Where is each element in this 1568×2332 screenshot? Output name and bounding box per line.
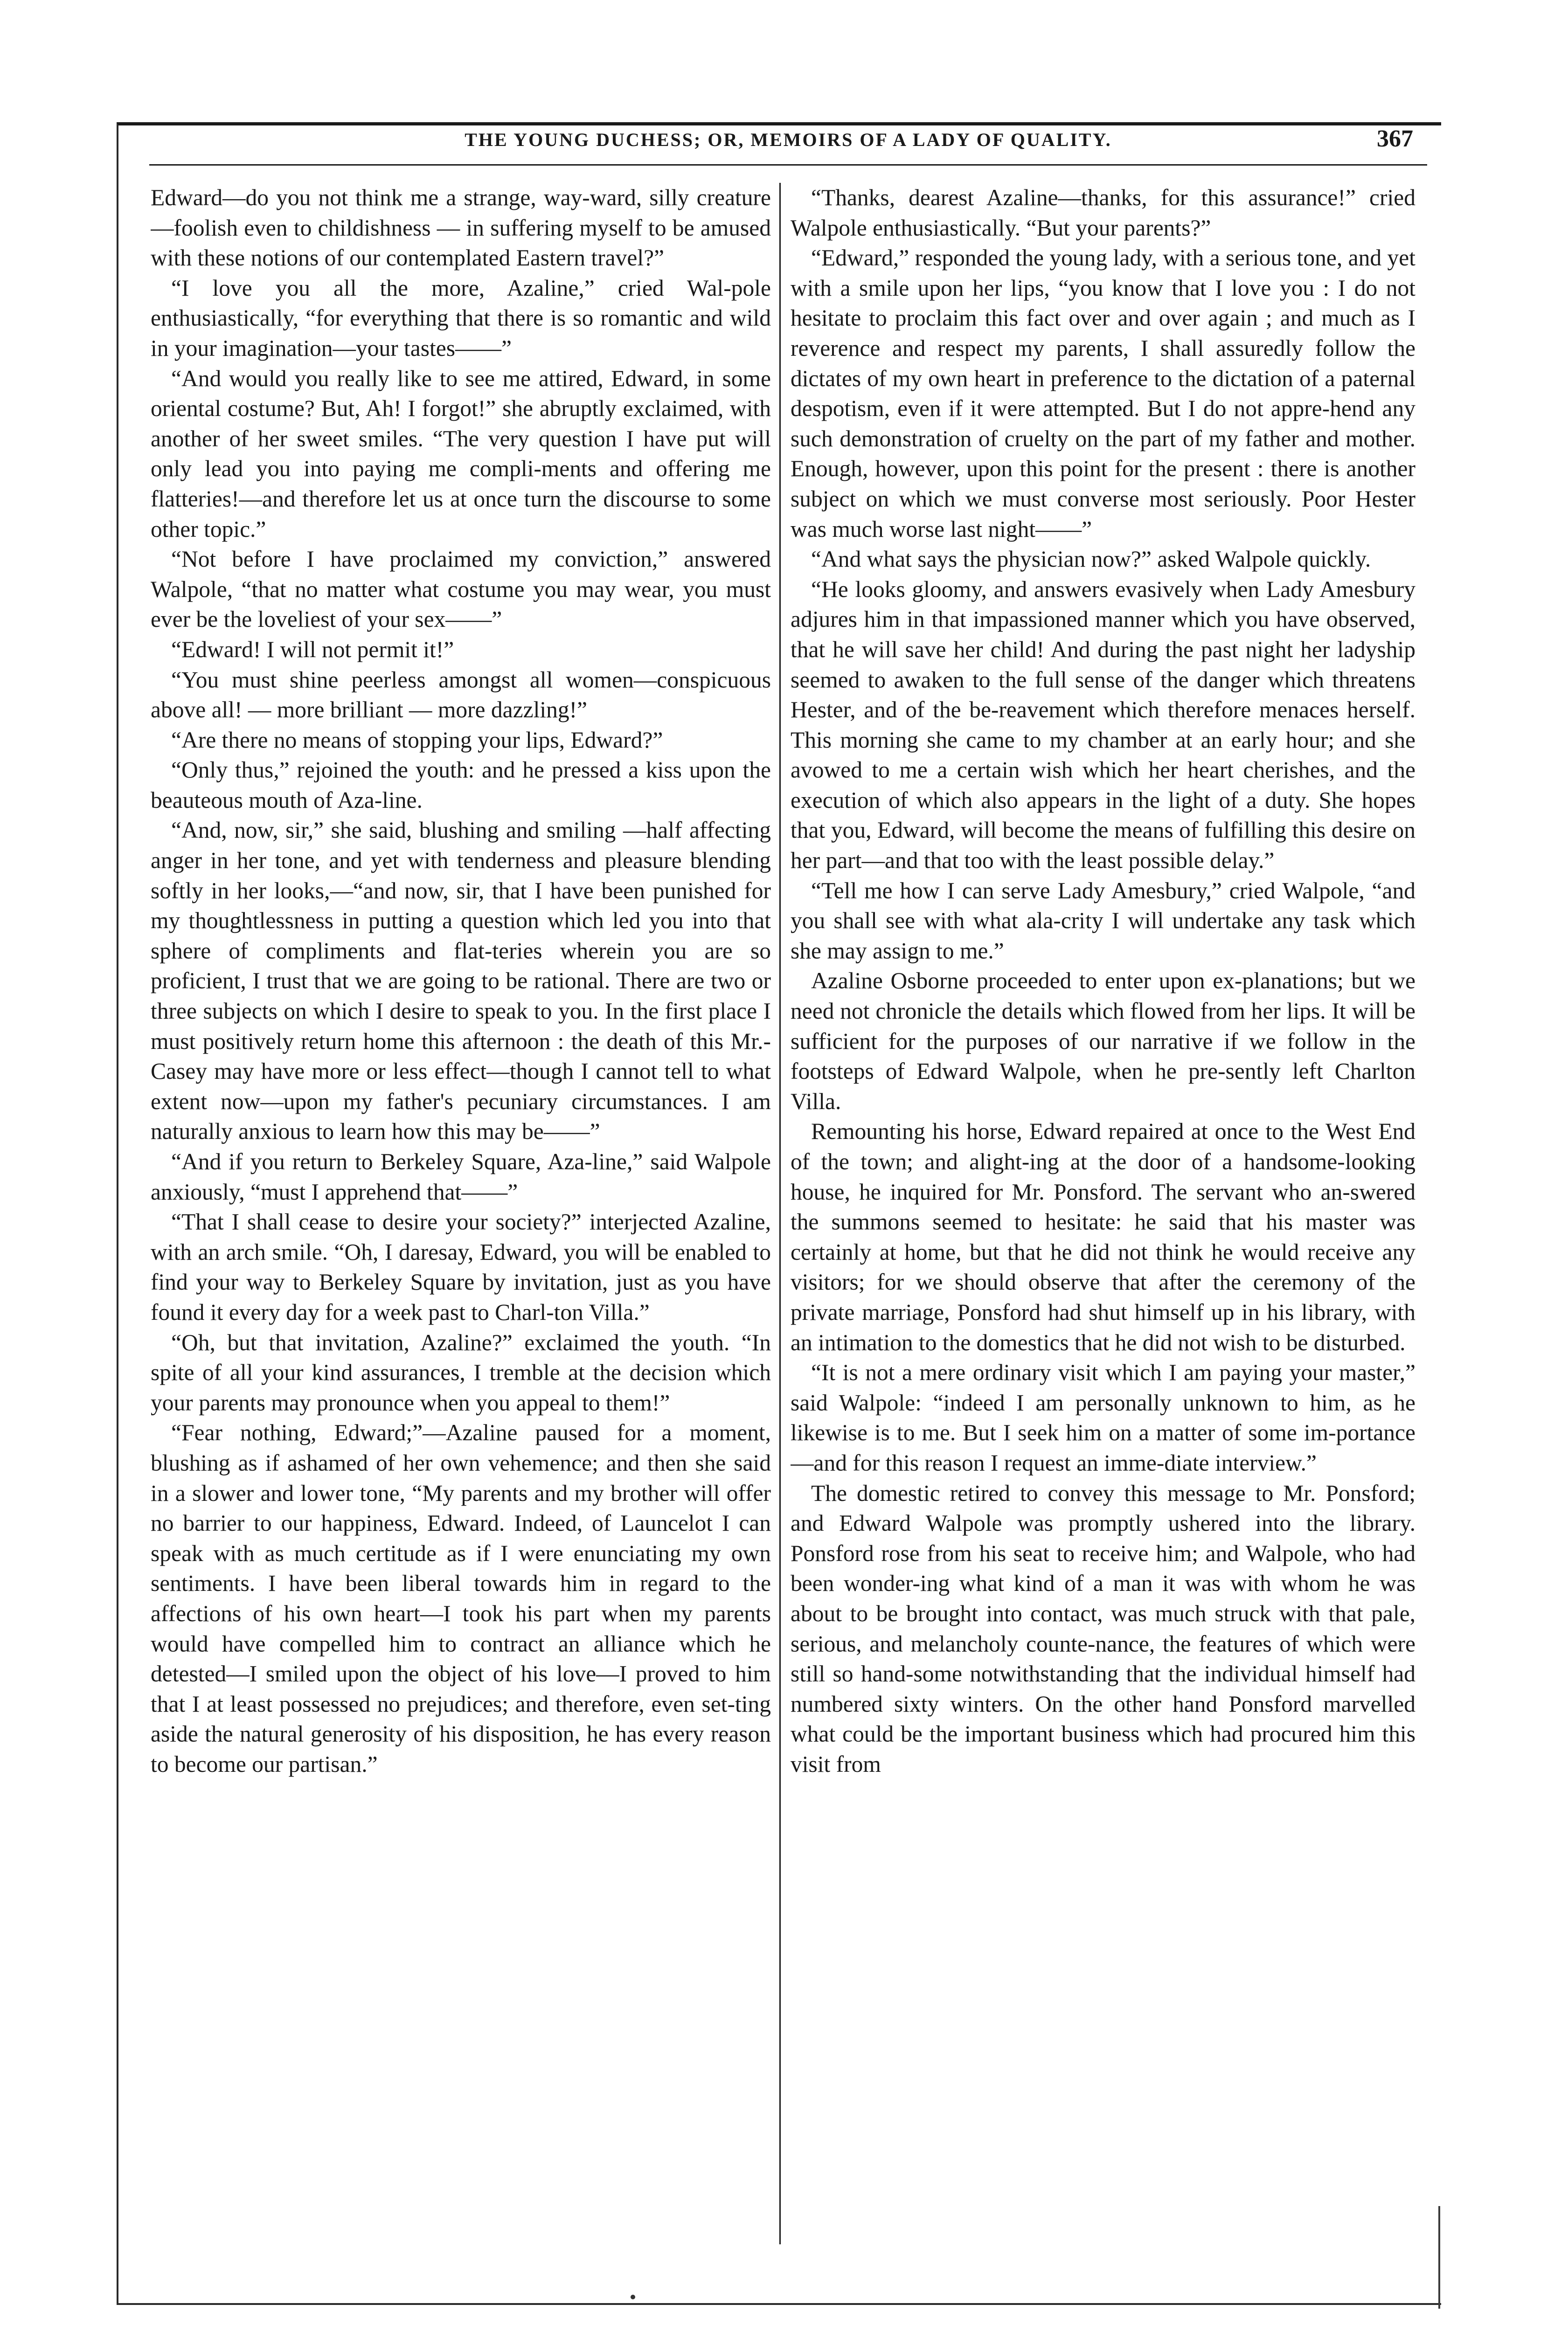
page-header: [154, 125, 1422, 162]
margin-mark: [1438, 2206, 1440, 2309]
paragraph: “It is not a mere ordinary visit which I am paying your master,” said Walpole: “indeed I am personally unknown to him, as he likewise is to me. But I seek him on a matter of some im-portance—and for this reason I request an imme-diate interview.”: [791, 1360, 1415, 1476]
paragraph: “Only thus,” rejoined the youth: and he pressed a kiss upon the beauteous mouth of Aza-line.: [151, 757, 771, 813]
page-number: 367: [1377, 125, 1413, 152]
paragraph: “And if you return to Berkeley Square, Aza-line,” said Walpole anxiously, “must I apprehend that——”: [151, 1149, 771, 1205]
paragraph: “Are there no means of stopping your lips, Edward?”: [171, 727, 663, 753]
paragraph: “And, now, sir,” she said, blushing and smiling —half affecting anger in her tone, and yet with tenderness and pleasure blending softly in her looks,—“and now, sir, that I have been punished for my thoughtlessness in putting a question which led you into that sphere of compliments and flat-teries wherein you are so proficient, I trust that we are going to be rational. There are two or three subjects on which I desire to speak to you. In the first place I must positively return home this afternoon : the death of this Mr.-Casey may have more or less effect—though I cannot tell to what extent now—upon my father's pecuniary circumstances. I am naturally anxious to learn how this may be——”: [151, 817, 771, 1145]
paragraph: “And what says the physician now?” asked Walpole quickly.: [811, 546, 1371, 572]
paragraph: “Tell me how I can serve Lady Amesbury,” cried Walpole, “and you shall see with what ala-crity I will undertake any task which she may assign to me.”: [791, 877, 1415, 964]
paragraph: The domestic retired to convey this message to Mr. Ponsford; and Edward Walpole was promptly ushered into the library. Ponsford rose from his seat to receive him; and Walpole, who had been wonder-ing what kind of a man it was with whom he was about to be brought into contact, was much struck with that pale, serious, and melancholy counte-nance, the features of which were still so hand-some notwithstanding that the individual himself had numbered sixty winters. On the other hand Ponsford marvelled what could be the important business which had procured him this visit from: [791, 1480, 1415, 1777]
paragraph: “Oh, but that invitation, Azaline?” exclaimed the youth. “In spite of all your kind assurances, I tremble at the decision which your parents may pronounce when you appeal to them!”: [151, 1329, 771, 1416]
paragraph: “Not before I have proclaimed my conviction,” answered Walpole, “that no matter what costume you may wear, you must ever be the loveliest of your sex——”: [151, 546, 771, 632]
paragraph: “And would you really like to see me attired, Edward, in some oriental costume? But, Ah! I forgot!” she abruptly exclaimed, with another of her sweet smiles. “The very question I have put will only lead you into paying me compli-ments and offering me flatteries!—and therefore let us at once turn the discourse to some other topic.”: [151, 365, 771, 542]
right-column: [791, 183, 1415, 2244]
paragraph: “You must shine peerless amongst all women—conspicuous above all! — more brilliant — more dazzling!”: [151, 666, 771, 723]
footer-dot: [631, 2295, 635, 2299]
paragraph: Azaline Osborne proceeded to enter upon ex-planations; but we need not chronicle the details which flowed from her lips. It will be sufficient for the purposes of our narrative if we follow in the footsteps of Edward Walpole, when he pre-sently left Charlton Villa.: [791, 968, 1415, 1114]
header-rule: [149, 164, 1427, 166]
paragraph: Edward—do you not think me a strange, way-ward, silly creature—foolish even to childishness — in suffering myself to be amused with these notions of our contemplated Eastern travel?”: [151, 185, 771, 271]
paragraph: “Edward,” responded the young lady, with a serious tone, and yet with a smile upon her lips, “you know that I love you : I do not hesitate to proclaim this fact over and over again ; and much as I reverence and respect my parents, I shall assuredly follow the dictates of my own heart in preference to the dictation of a paternal despotism, even if it were attempted. But I do not appre-hend any such demonstration of cruelty on the part of my father and mother. Enough, however, upon this point for the present : there is another subject on which we must converse most seriously. Poor Hester was much worse last night——”: [791, 245, 1415, 542]
paragraph: “He looks gloomy, and answers evasively when Lady Amesbury adjures him in that impassioned manner which you have observed, that he will save her child! And during the past night her ladyship seemed to awaken to the full sense of the danger which threatens Hester, and of the be-reavement which therefore menaces herself. This morning she came to my chamber at an early hour; and she avowed to me a certain wish which her heart cherishes, and the execution of which also appears in the light of a duty. She hopes that you, Edward, will become the means of fulfilling this desire on her part—and that too with the least possible delay.”: [791, 576, 1415, 874]
left-column: [151, 183, 771, 2244]
paragraph: “Thanks, dearest Azaline—thanks, for this assurance!” cried Walpole enthusiastically. “But your parents?”: [791, 185, 1415, 241]
column-divider: [779, 183, 781, 2244]
paragraph: “Edward! I will not permit it!”: [171, 636, 454, 662]
paragraph: “That I shall cease to desire your society?” interjected Azaline, with an arch smile. “Oh, I daresay, Edward, you will be enabled to find your way to Berkeley Square by invitation, just as you have found it every day for a week past to Charl-ton Villa.”: [151, 1209, 771, 1325]
running-title: THE YOUNG DUCHESS; OR, MEMOIRS OF A LADY OF QUALITY.: [465, 129, 1112, 150]
paragraph: “I love you all the more, Azaline,” cried Wal-pole enthusiastically, “for everything that there is so romantic and wild in your imagination—your tastes——”: [151, 275, 771, 361]
paragraph: “Fear nothing, Edward;”—Azaline paused for a moment, blushing as if ashamed of her own vehemence; and then she said in a slower and lower tone, “My parents and my brother will offer no barrier to our happiness, Edward. Indeed, of Launcelot I can speak with as much certitude as if I were enunciating my own sentiments. I have been liberal towards him in regard to the affections of his own heart—I took his part when my parents would have compelled him to contract an alliance which he detested—I smiled upon the object of his love—I proved to him that I at least possessed no prejudices; and therefore, even set-ting aside the natural generosity of his disposition, he has every reason to become our partisan.”: [151, 1420, 771, 1777]
paragraph: Remounting his horse, Edward repaired at once to the West End of the town; and alight-ing at the door of a handsome-looking house, he inquired for Mr. Ponsford. The servant who an-swered the summons seemed to hesitate: he said that his master was certainly at home, but that he did not think he would receive any visitors; for we should observe that after the ceremony of the private marriage, Ponsford had shut himself up in his library, with an intimation to the domestics that he did not wish to be disturbed.: [791, 1118, 1415, 1355]
